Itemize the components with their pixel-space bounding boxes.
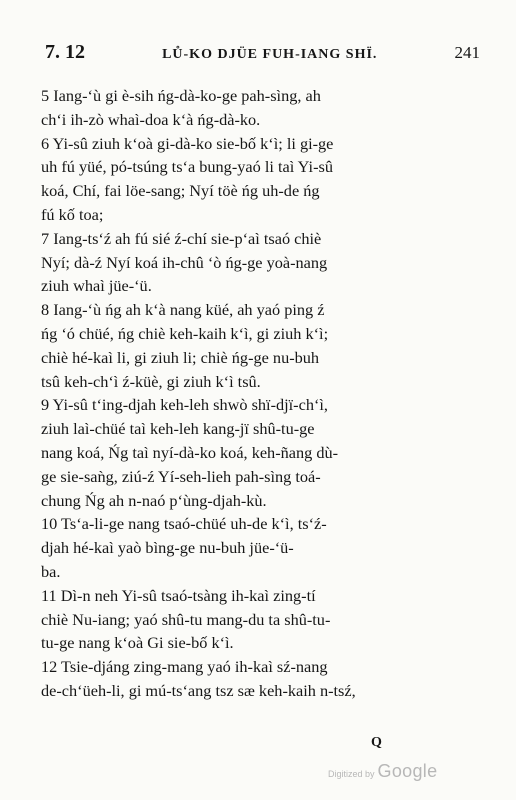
text-line: 8 Iang-‘ù ńg ah k‘à nang küé, ah yaó ping ź: [41, 300, 325, 320]
watermark-prefix: Digitized by: [328, 769, 375, 779]
text-line: ziuh laì-chüé taì keh-leh kang-jï shû-tu-ge: [41, 419, 315, 439]
text-line: 9 Yi-sû t‘ing-djah keh-leh shwò shï-djï-ch‘ì,: [41, 395, 328, 415]
text-line: de-ch‘üeh-li, gi mú-ts‘ang tsz sæ keh-kaih n-tsź,: [41, 680, 356, 700]
text-line: tu-ge nang k‘oà Gi sie-bố k‘ì.: [41, 633, 234, 653]
body-text: [41, 84, 451, 703]
text-line: 7 Iang-ts‘ź ah fú sié ź-chí sie-p‘aì tsaó chiè: [41, 228, 322, 248]
text-line: 12 Tsie-djáng zing-mang yaó ih-kaì sź-nang: [41, 657, 328, 677]
google-watermark: [328, 761, 437, 782]
text-line: ziuh whaì jüe-‘ü.: [41, 276, 152, 296]
book-title: LŮ-KO DJÜE FUH-IANG SHÏ.: [162, 47, 378, 62]
text-line: nang koá, Ńg taì nyí-dà-ko koá, keh-ñang dù-: [41, 442, 339, 462]
google-logo: Google: [377, 761, 438, 781]
running-header: [45, 41, 480, 69]
text-line: chiè hé-kaì li, gi ziuh li; chiè ńg-ge nu-buh: [41, 347, 320, 367]
text-line: 6 Yi-sû ziuh k‘oà gi-dà-ko sie-bố k‘ì; li gi-ge: [41, 133, 334, 153]
text-line: ch‘i ih-zò whaì-doa k‘à ńg-dà-ko.: [41, 109, 261, 129]
text-line: ńg ‘ó chüé, ńg chiè keh-kaih k‘ì, gi ziuh k‘ì;: [41, 323, 329, 343]
text-line: 5 Iang-‘ù gi è-sih ńg-dà-ko-ge pah-sìng, ah: [41, 86, 321, 105]
text-line: koá, Chí, fai löe-sang; Nyí töè ńg uh-de ńg: [41, 181, 320, 201]
text-line: chiè Nu-iang; yaó shû-tu mang-du ta shû-tu-: [41, 609, 331, 629]
text-line: ge sie-saǹg, ziú-ź Yí-seh-lieh pah-sìng toá-: [41, 466, 321, 486]
text-line: 11 Dì-n neh Yi-sû tsaó-tsàng ih-kaì zing-tí: [41, 585, 316, 605]
text-line: chung Ńg ah n-naó p‘ùng-djah-kù.: [41, 490, 267, 510]
signature-mark: Q: [371, 735, 382, 750]
text-line: djah hé-kaì yaò bìng-ge nu-buh jüe-‘ü-: [41, 538, 294, 558]
text-line: fú kố toa;: [41, 204, 104, 224]
text-line: ba.: [41, 561, 61, 581]
text-line: uh fú yüé, pó-tsúng ts‘a bung-yaó li taì Yi-sû: [41, 157, 333, 177]
page-number: 241: [454, 43, 480, 62]
chapter-verse-ref: 7. 12: [45, 41, 85, 63]
text-line: 10 Ts‘a-li-ge nang tsaó-chüé uh-de k‘ì, ts‘ź-: [41, 514, 327, 534]
text-line: tsû keh-ch‘ì ź-küè, gi ziuh k‘ì tsû.: [41, 371, 261, 391]
text-line: Nyí; dà-ź Nyí koá ih-chû ‘ò ńg-ge yoà-nang: [41, 252, 328, 272]
